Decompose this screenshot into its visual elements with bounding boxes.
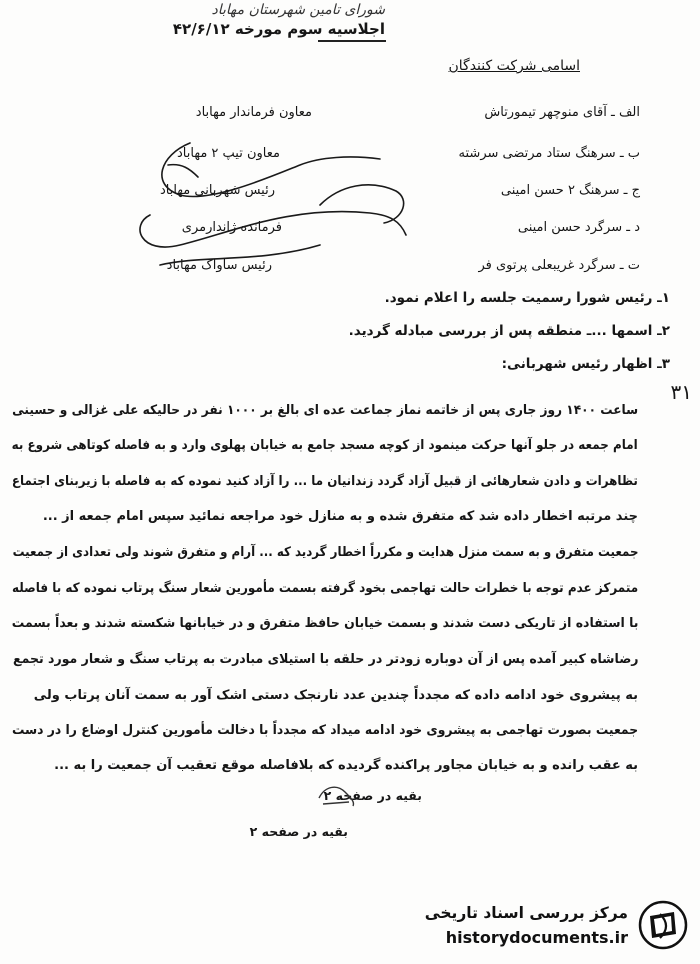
attendee-role-2: معاون تیپ ۲ مهاباد [177,146,280,161]
body-line-2: امام جمعه در جلو آنها حرکت مینمود از کوچه مسجد جامع به خیابان پهلوی وارد و به فاصله کوتاهی شروع به [11,438,638,453]
session-header: اجلاسیه سوم مورخه ۴۲/۶/۱۲ [172,20,385,38]
attendee-role-4: فرمانده ژاندارمری [181,220,282,235]
body-line-1: ساعت ۱۴۰۰ روز جاری پس از خاتمه نماز جماعت عده ای بالغ بر ۱۰۰۰ نفر در حالیکه علی غزالی و حسینی [12,403,638,418]
agenda-item-2: ۲ـ اسمها ...ـ منطقه پس از بررسی مبادله گردید. [348,323,670,339]
attendee-role-3: رئیس شهربانی مهاباد [159,183,275,198]
body-line-10: جمعیت بصورت تهاجمی به پیشروی خود ادامه میداد که مجدداً با دخالت مأمورین کنترل اوضاع را در دست [11,723,638,738]
council-header: شورای تامین شهرستان مهاباد [211,2,385,18]
agenda-item-1: ۱ـ رئیس شورا رسمیت جلسه را اعلام نمود. [384,290,670,306]
body-line-6: متمرکز عدم توجه با خطرات حالت تهاجمی بخود گرفته بسمت مأمورین شعار سنگ پرتاب نموده که با فاصله [11,581,638,596]
agenda-item-3: ۳ـ اظهار رئیس شهربانی: [501,356,670,372]
body-line-4: چند مرتبه اخطار داده شد که متفرق شده و به منازل خود مراجعه نمائید سپس امام جمعه از ... [42,509,638,524]
body-line-11: به عقب رانده و به خیابان مجاور پراکنده گردیده که بلافاصله موقع تعقیب آن جمعیت را به ... [54,758,638,773]
body-line-7: با استفاده از تاریکی دست شدند و بسمت خیابان حافظ متفرق و در خیابانها شکسته شدند و بعداً بسمت [11,616,638,631]
archive-logo [408,888,700,964]
logo-title: مرکز بررسی اسناد تاریخی [424,904,628,922]
attendee-1: الف ـ آقای منوچهر تیمورتاش [484,105,640,120]
continuation-note-1: بقیه در صفحه ۲ [323,788,422,803]
body-line-9: به پیشروی خود ادامه داده که مجدداً چندین عدد نارنجک دستی اشک آور به سمت آنان پرتاب ولی [33,688,638,703]
attendee-2: ب ـ سرهنگ ستاد مرتضی سرشته [458,146,640,161]
body-line-5: جمعیت متفرق و به سمت منزل هدایت و مکرراً اخطار گردید که ... آرام و متفرق شوند ولی تعدادی از جمعیت [12,545,638,560]
stamp-mark [315,778,359,810]
attendee-4: د ـ سرگرد حسن امینی [517,220,640,235]
body-line-8: رضاشاه کبیر آمده پس از آن دوباره زودتر در حلقه با استیلای مبادرت به پرتاب سنگ و شعار مورد تجمع [12,652,638,667]
attendee-3: ج ـ سرهنگ ۲ حسن امینی [500,183,640,198]
signature-scribble [120,95,420,285]
attendee-role-5: رئیس ساواک مهاباد [166,258,272,273]
attendee-5: ت ـ سرگرد غریبعلی پرتوی فر [478,258,640,273]
attendee-role-1: معاون فرماندار مهاباد [195,105,312,120]
continuation-note-2: بقیه در صفحه ۲ [249,824,348,839]
archive-emblem-icon [638,900,688,950]
logo-url: historydocuments.ir [445,928,628,947]
attendees-title: اسامی شرکت کنندگان [448,58,580,74]
header-underline [318,40,386,42]
body-line-3: تظاهرات و دادن شعارهائی از قبیل آزاد گردد زندانیان ما ... را آزاد کنید نموده که به فاصله با زیربنای اجتماع [12,474,638,489]
margin-number: ۳۱ [670,380,692,404]
